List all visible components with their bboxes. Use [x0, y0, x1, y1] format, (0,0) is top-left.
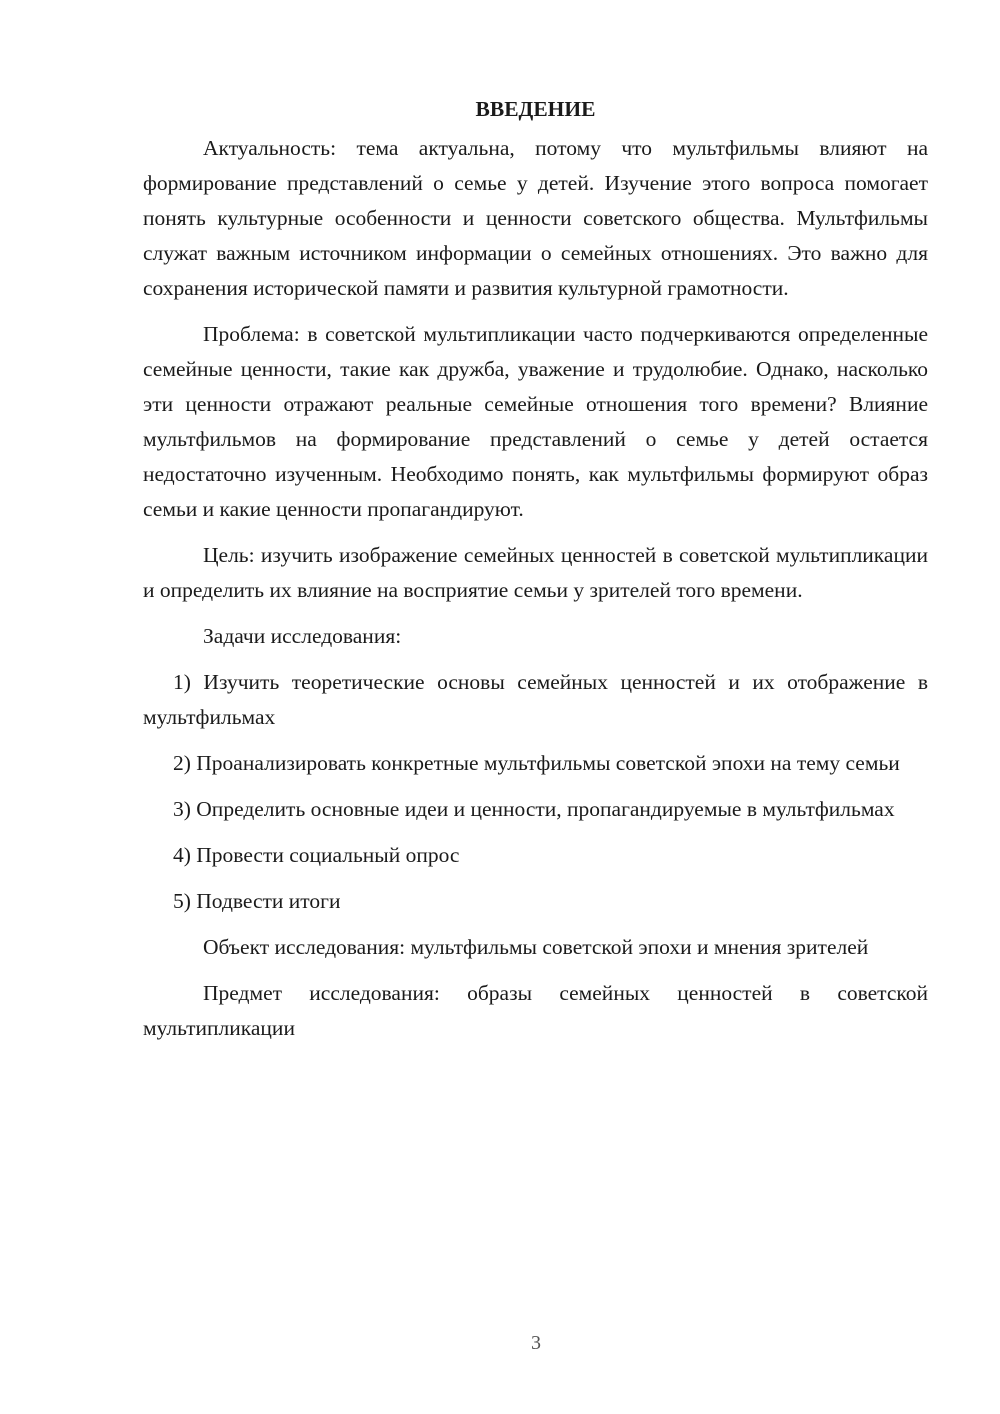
task-item: 1) Изучить теоретические основы семейных ценностей и их отображение в мультфильмах — [143, 670, 928, 729]
task-item: 2) Проанализировать конкретные мультфильмы советской эпохи на тему семьи — [173, 751, 900, 775]
page-title: ВВЕДЕНИЕ — [475, 97, 596, 121]
document-page — [143, 92, 928, 1046]
task-item: 3) Определить основные идеи и ценности, пропагандируемые в мультфильмах — [173, 797, 895, 821]
task-item: 4) Провести социальный опрос — [173, 843, 460, 867]
task-list — [143, 665, 928, 919]
task-item: 5) Подвести итоги — [173, 889, 341, 913]
problem-paragraph: Проблема: в советской мультипликации часто подчеркиваются определенные семейные ценности, такие как дружба, уважение и трудолюбие. Однако, насколько эти ценности отражают реальные семейные отношения того времени? Влияние мультфильмов на формирование представлений о семье у детей остается недостаточно изученным. Необходимо понять, как мультфильмы формируют образ семьи и какие ценности пропагандируют. — [143, 322, 928, 521]
object-paragraph: Объект исследования: мультфильмы советской эпохи и мнения зрителей — [203, 935, 869, 959]
relevance-paragraph: Актуальность: тема актуальна, потому что мультфильмы влияют на формирование представлений о семье у детей. Изучение этого вопроса помогает понять культурные особенности и ценности советского общества. Мультфильмы служат важным источником информации о семейных отношениях. Это важно для сохранения исторической памяти и развития культурной грамотности. — [143, 136, 928, 300]
tasks-heading: Задачи исследования: — [203, 624, 402, 648]
subject-paragraph: Предмет исследования: образы семейных ценностей в советской мультипликации — [143, 981, 928, 1040]
goal-paragraph: Цель: изучить изображение семейных ценностей в советской мультипликации и определить их влияние на восприятие семьи у зрителей того времени. — [143, 543, 928, 602]
page-number: 3 — [531, 1332, 541, 1354]
